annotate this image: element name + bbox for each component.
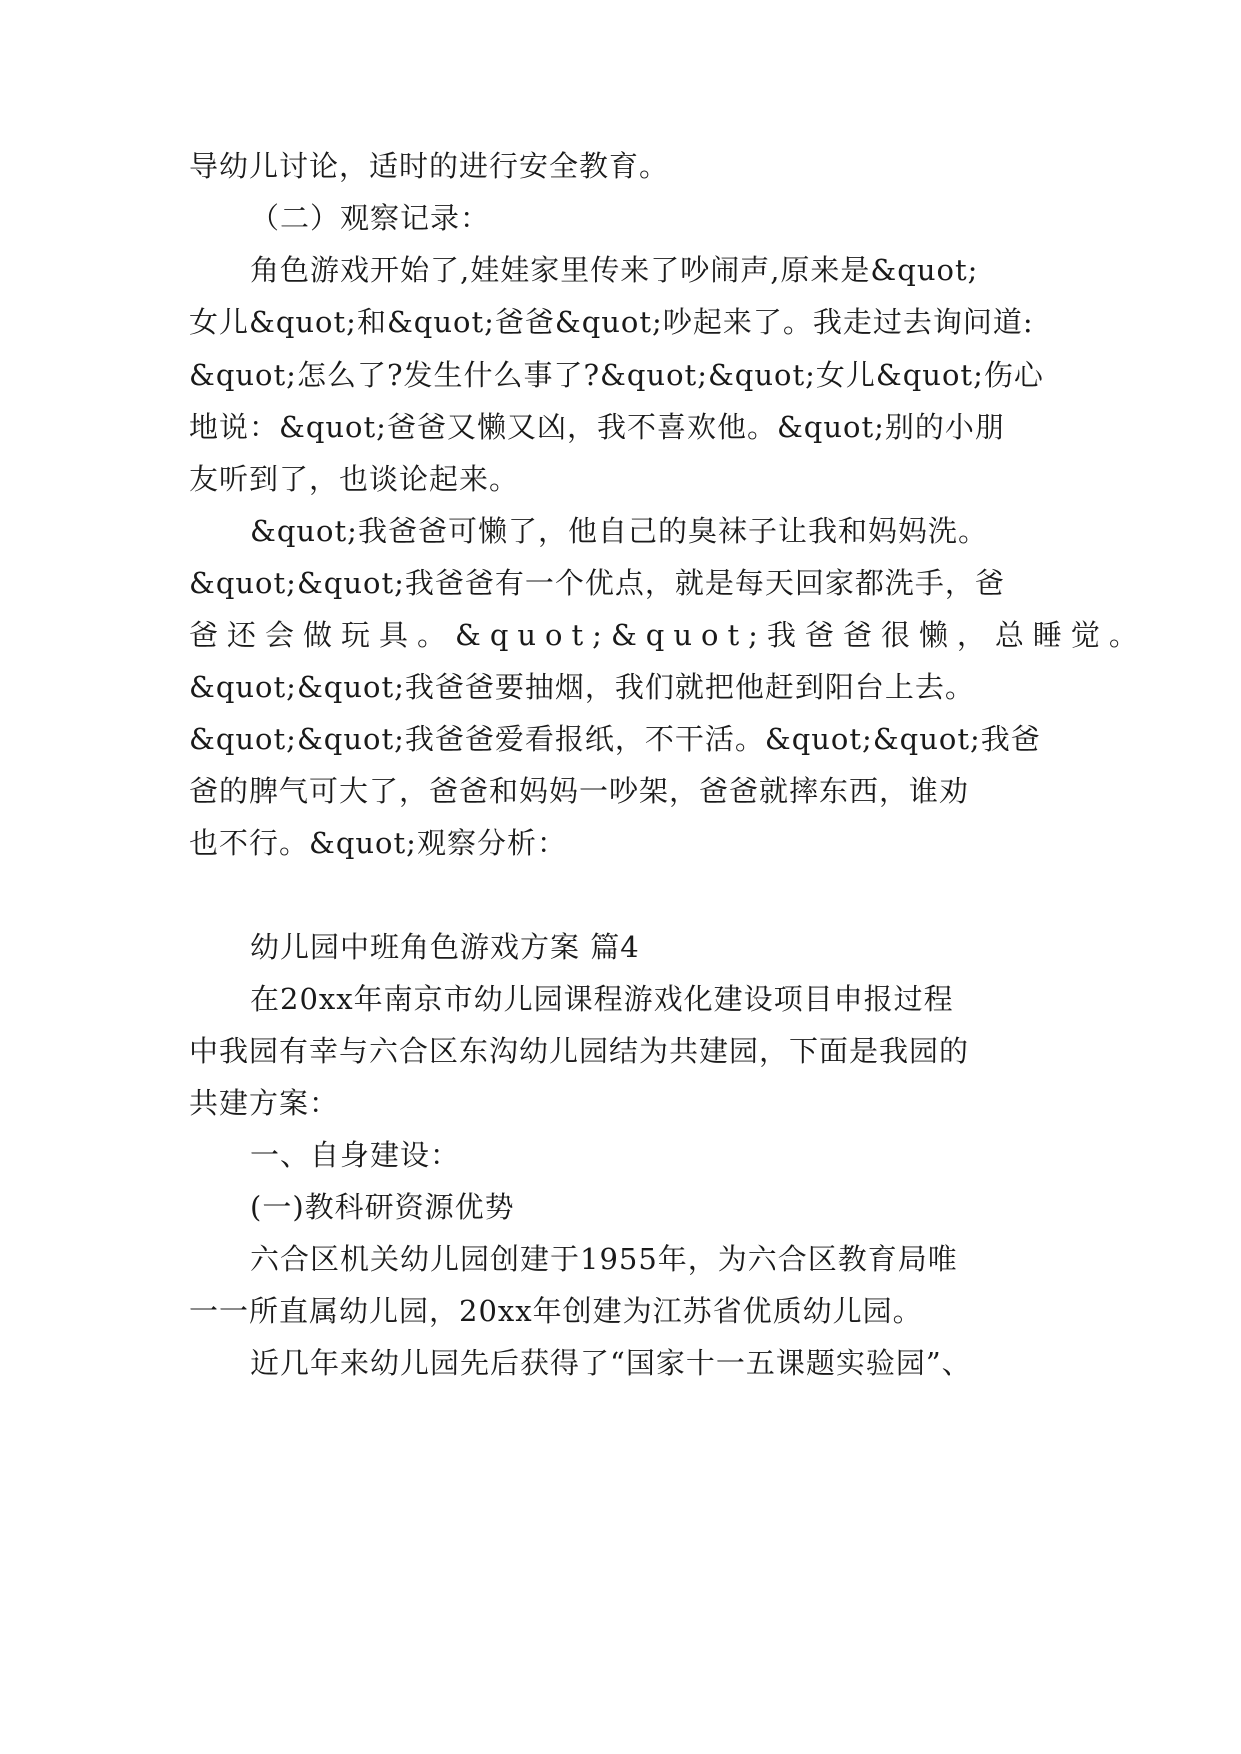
text-line: 爸的脾气可大了，爸爸和妈妈一吵架，爸爸就摔东西，谁劝 <box>189 774 970 808</box>
text-line: 也不行。&quot;观察分析： <box>189 826 567 860</box>
text-line: 六合区机关幼儿园创建于1955年，为六合区教育局唯 <box>250 1242 958 1276</box>
text-line: 角色游戏开始了,娃娃家里传来了吵闹声,原来是&quot; <box>250 253 979 287</box>
text-line: 导幼儿讨论，适时的进行安全教育。 <box>189 149 670 183</box>
text-line: &quot;怎么了?发生什么事了?&quot;&quot;女儿&quot;伤心 <box>189 358 1044 392</box>
text-line: 共建方案： <box>189 1086 340 1120</box>
subsection-heading: (一)教科研资源优势 <box>250 1190 515 1224</box>
text-line: &quot;&quot;我爸爸要抽烟，我们就把他赶到阳台上去。 <box>189 670 975 704</box>
text-line: &quot;我爸爸可懒了，他自己的臭袜子让我和妈妈洗。 <box>250 514 988 548</box>
text-line: 女儿&quot;和&quot;爸爸&quot;吵起来了。我走过去询问道: <box>189 305 1034 339</box>
text-line: 爸还会做玩具。&quot;&quot;我爸爸很懒，总睡觉。 <box>189 618 1147 652</box>
text-line: 在20xx年南京市幼儿园课程游戏化建设项目申报过程 <box>250 982 954 1016</box>
text-line: 中我园有幸与六合区东沟幼儿园结为共建园，下面是我园的 <box>189 1034 970 1068</box>
section-heading: 一、自身建设： <box>250 1138 461 1172</box>
document-title: 幼儿园中班角色游戏方案 篇4 <box>250 930 640 964</box>
section-heading: （二）观察记录： <box>250 201 491 235</box>
text-line: 地说：&quot;爸爸又懒又凶，我不喜欢他。&quot;别的小朋 <box>189 410 1005 444</box>
text-line: 友听到了，也谈论起来。 <box>189 462 520 496</box>
text-line: &quot;&quot;我爸爸爱看报纸，不干活。&quot;&quot;我爸 <box>189 722 1041 756</box>
text-line: 近几年来幼儿园先后获得了“国家十一五课题实验园”、 <box>250 1346 972 1380</box>
text-line: &quot;&quot;我爸爸有一个优点，就是每天回家都洗手，爸 <box>189 566 1005 600</box>
text-line: 一一所直属幼儿园，20xx年创建为江苏省优质幼儿园。 <box>189 1294 923 1328</box>
